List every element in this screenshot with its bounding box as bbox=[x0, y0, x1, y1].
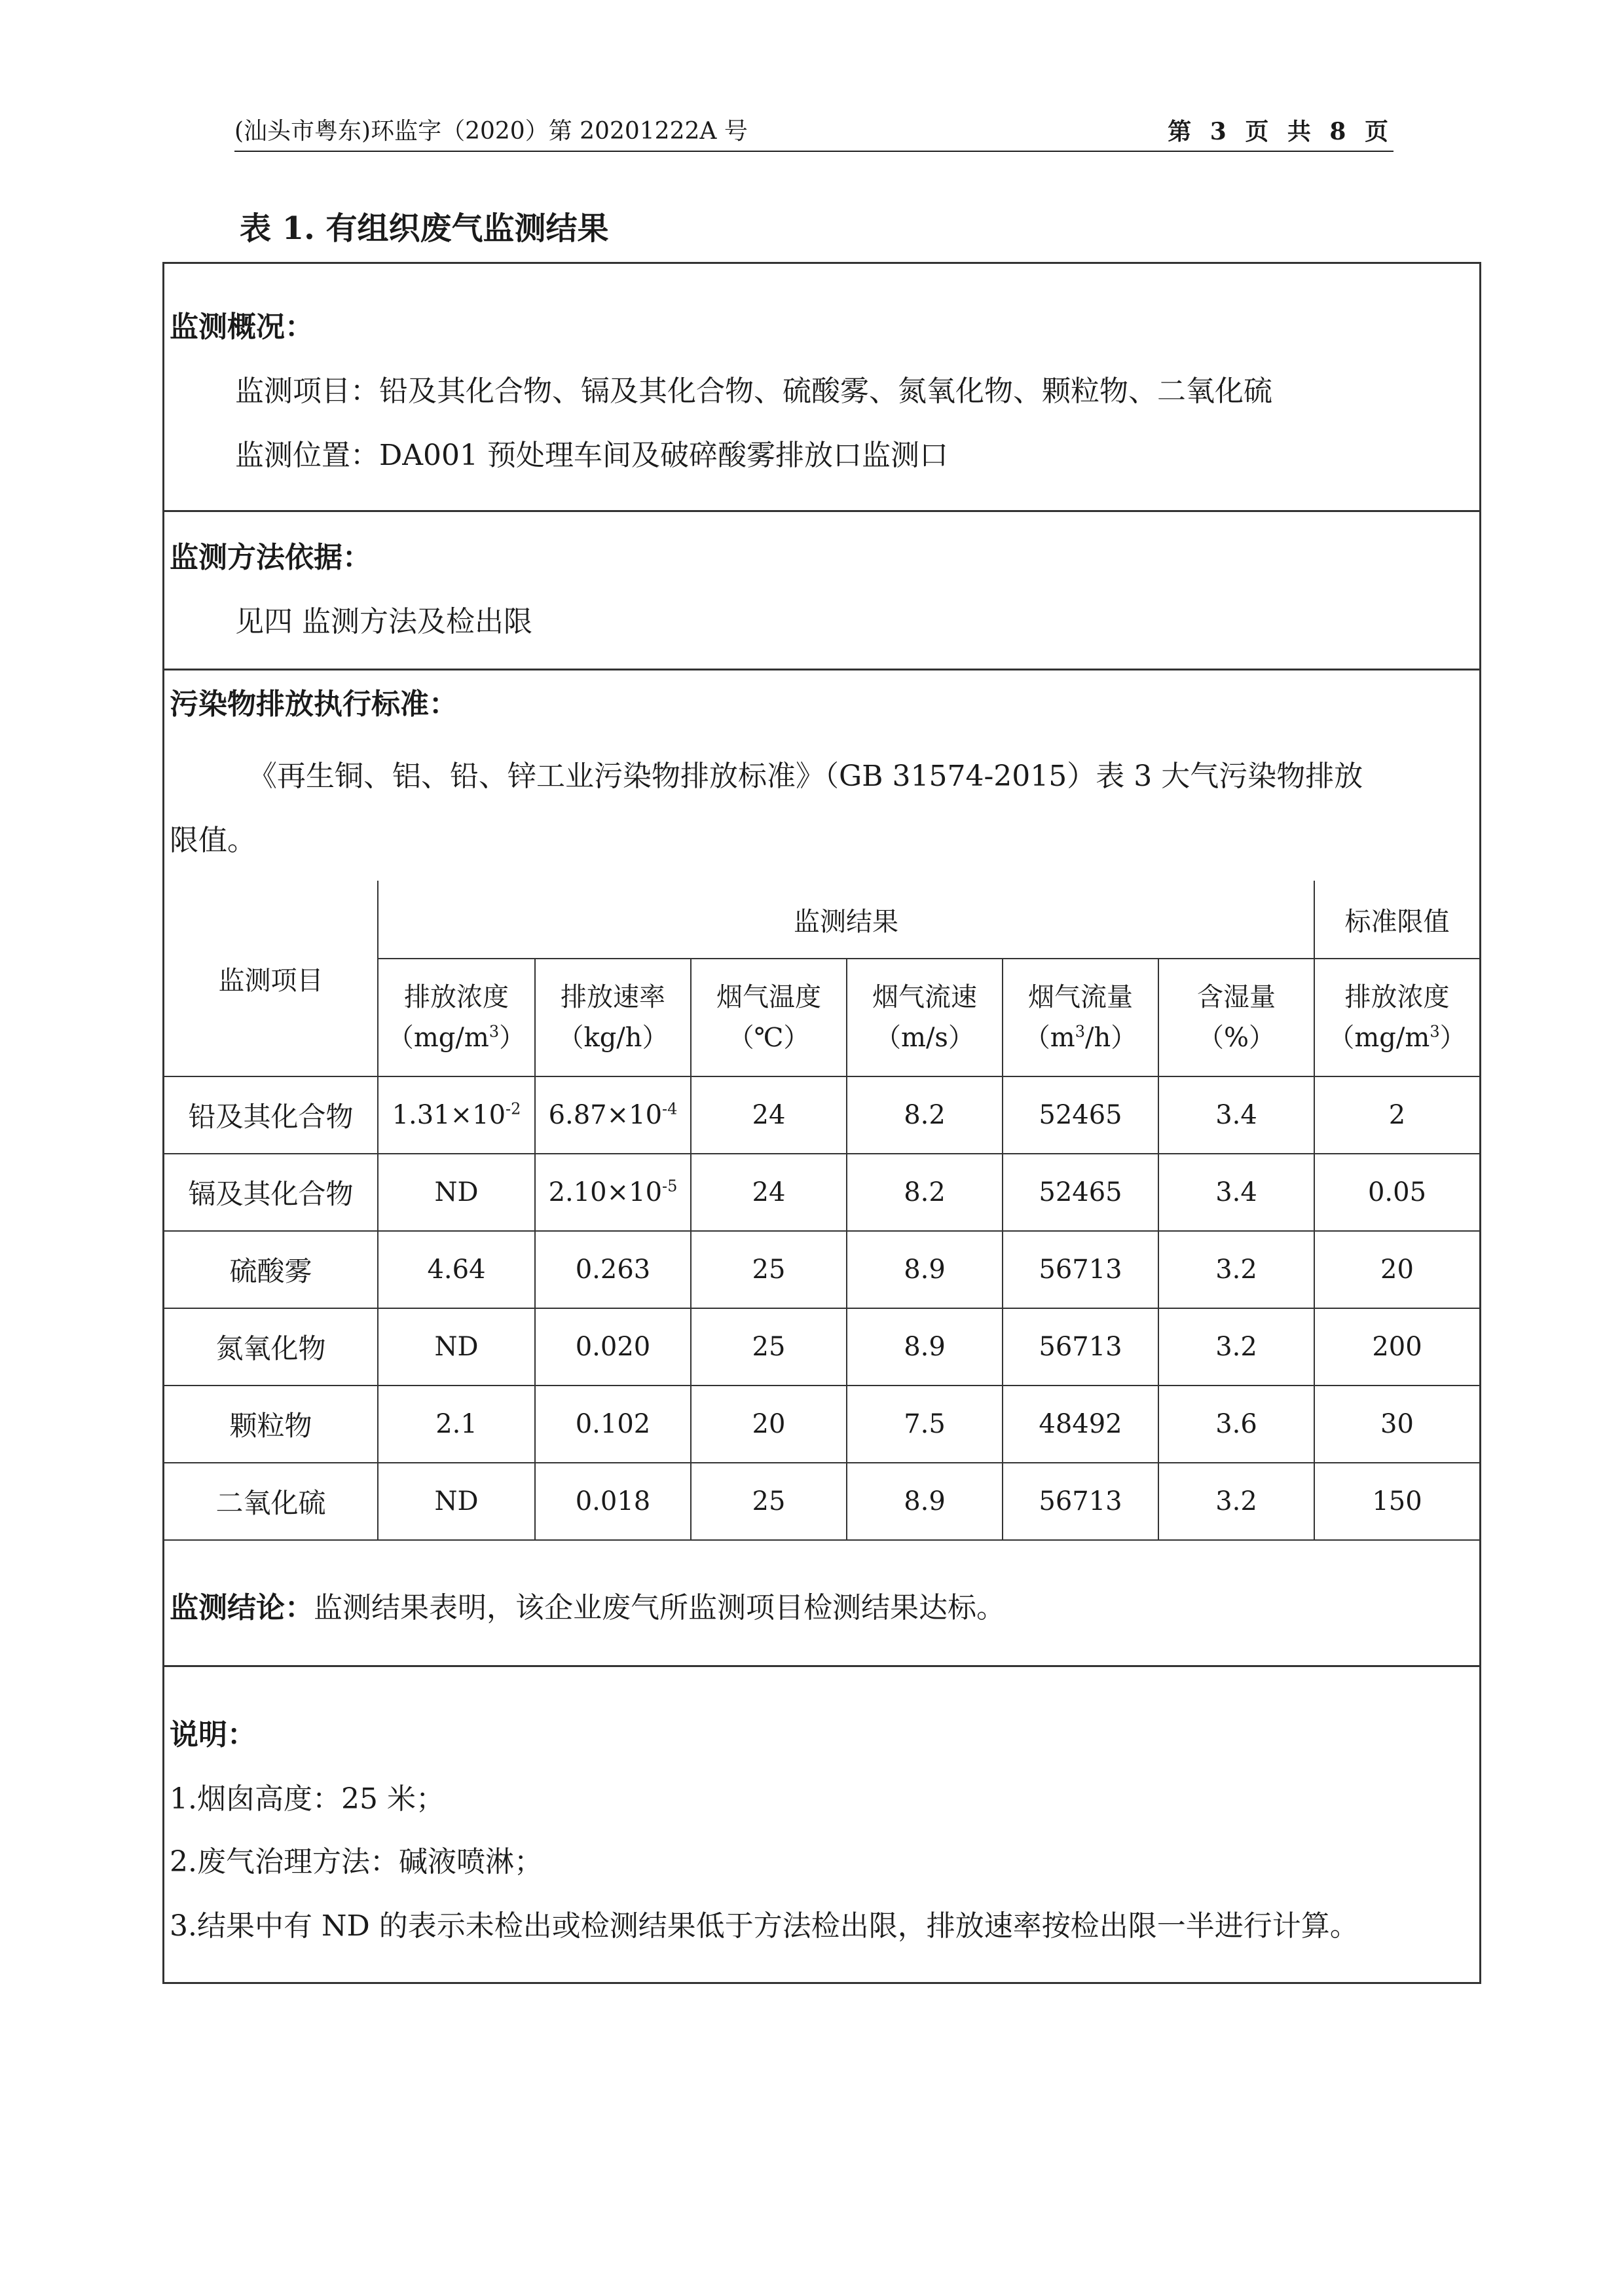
concentration-cell: 2.1 bbox=[378, 1386, 535, 1463]
column-unit: （℃） bbox=[728, 1023, 810, 1053]
column-header bbox=[535, 959, 691, 1076]
results-form bbox=[162, 262, 1481, 1984]
column-unit: （m/s） bbox=[875, 1023, 974, 1053]
overview-items: 监测项目：铅及其化合物、镉及其化合物、硫酸雾、氮氧化物、颗粒物、二氧化硫 bbox=[235, 375, 1272, 408]
temperature-cell: 25 bbox=[691, 1463, 847, 1540]
temperature-cell: 24 bbox=[691, 1076, 847, 1154]
overview-label: 监测概况： bbox=[170, 310, 314, 344]
item-cell: 二氧化硫 bbox=[164, 1463, 378, 1540]
method-label: 监测方法依据： bbox=[170, 541, 371, 574]
limit-cell: 0.05 bbox=[1314, 1154, 1479, 1231]
column-unit: （%） bbox=[1197, 1023, 1275, 1053]
result-header: 监测结果 bbox=[378, 881, 1314, 959]
table-row bbox=[164, 1308, 1479, 1386]
emission-rate-cell: 0.020 bbox=[535, 1308, 691, 1386]
column-unit: $(mg/m^3)$ bbox=[387, 1022, 526, 1053]
divider bbox=[164, 510, 1479, 512]
overview-location: 监测位置：DA001 预处理车间及破碎酸雾排放口监测口 bbox=[235, 439, 949, 472]
moisture-cell: 3.4 bbox=[1158, 1154, 1314, 1231]
temperature-cell: 24 bbox=[691, 1154, 847, 1231]
limit-cell: 150 bbox=[1314, 1463, 1479, 1540]
concentration-cell: ND bbox=[378, 1463, 535, 1540]
moisture-cell: 3.2 bbox=[1158, 1463, 1314, 1540]
divider bbox=[164, 1665, 1479, 1667]
item-cell: 颗粒物 bbox=[164, 1386, 378, 1463]
emission-rate-cell: 0.102 bbox=[535, 1386, 691, 1463]
velocity-cell: 8.2 bbox=[847, 1076, 1003, 1154]
column-header bbox=[1158, 959, 1314, 1076]
emission-rate-cell: $2.10\times 10^{-5}$ bbox=[535, 1154, 691, 1231]
temperature-cell: 25 bbox=[691, 1231, 847, 1308]
column-header bbox=[378, 959, 535, 1076]
flow-rate-cell: 56713 bbox=[1003, 1231, 1158, 1308]
velocity-cell: 8.9 bbox=[847, 1308, 1003, 1386]
column-header bbox=[1003, 959, 1158, 1076]
item-cell: 铅及其化合物 bbox=[164, 1076, 378, 1154]
limit-cell: 20 bbox=[1314, 1231, 1479, 1308]
moisture-cell: 3.2 bbox=[1158, 1308, 1314, 1386]
column-header bbox=[691, 959, 847, 1076]
limit-cell: 30 bbox=[1314, 1386, 1479, 1463]
note-1: 1.烟囱高度：25 米； bbox=[170, 1782, 445, 1816]
page-header bbox=[234, 113, 1393, 152]
column-name: 排放浓度 bbox=[404, 982, 509, 1012]
moisture-cell: 3.2 bbox=[1158, 1231, 1314, 1308]
velocity-cell: 7.5 bbox=[847, 1386, 1003, 1463]
standard-label: 污染物排放执行标准： bbox=[170, 688, 458, 721]
emission-rate-cell: 0.263 bbox=[535, 1231, 691, 1308]
flow-rate-cell: 56713 bbox=[1003, 1308, 1158, 1386]
column-name: 烟气流速 bbox=[872, 982, 977, 1012]
table-row bbox=[164, 1076, 1479, 1154]
column-name: 烟气温度 bbox=[716, 982, 821, 1012]
moisture-cell: 3.4 bbox=[1158, 1076, 1314, 1154]
flow-rate-cell: 48492 bbox=[1003, 1386, 1158, 1463]
velocity-cell: 8.2 bbox=[847, 1154, 1003, 1231]
velocity-cell: 8.9 bbox=[847, 1231, 1003, 1308]
column-header bbox=[847, 959, 1003, 1076]
flow-rate-cell: 52465 bbox=[1003, 1154, 1158, 1231]
conclusion-text: 监测结果表明，该企业废气所监测项目检测结果达标。 bbox=[314, 1591, 1005, 1625]
conclusion-title: 监测结论： bbox=[170, 1591, 314, 1625]
velocity-cell: 8.9 bbox=[847, 1463, 1003, 1540]
column-name: 含湿量 bbox=[1197, 982, 1276, 1012]
column-name: 烟气流量 bbox=[1028, 982, 1133, 1012]
table-row bbox=[164, 1231, 1479, 1308]
column-header bbox=[1314, 959, 1479, 1076]
table-caption: 表 1. 有组织废气监测结果 bbox=[240, 210, 609, 247]
concentration-cell: 4.64 bbox=[378, 1231, 535, 1308]
table-row bbox=[164, 1154, 1479, 1231]
column-name: 排放浓度 bbox=[1344, 982, 1450, 1012]
emission-rate-cell: 0.018 bbox=[535, 1463, 691, 1540]
temperature-cell: 25 bbox=[691, 1308, 847, 1386]
concentration-cell: ND bbox=[378, 1154, 535, 1231]
column-unit: $(mg/m^3)$ bbox=[1328, 1022, 1466, 1053]
standard-line-2: 限值。 bbox=[170, 824, 256, 857]
limit-cell: 2 bbox=[1314, 1076, 1479, 1154]
column-unit: （kg/h） bbox=[557, 1023, 669, 1053]
item-header: 监测项目 bbox=[164, 881, 378, 1076]
item-cell: 镉及其化合物 bbox=[164, 1154, 378, 1231]
item-cell: 硫酸雾 bbox=[164, 1231, 378, 1308]
flow-rate-cell: 52465 bbox=[1003, 1076, 1158, 1154]
table-row bbox=[164, 1463, 1479, 1540]
standard-line-1: 《再生铜、铝、铅、锌工业污染物排放标准》（GB 31574-2015）表 3 大气污染物排放 bbox=[248, 760, 1363, 793]
limit-cell: 200 bbox=[1314, 1308, 1479, 1386]
conclusion-label bbox=[170, 1584, 1005, 1626]
column-name: 排放速率 bbox=[561, 982, 665, 1012]
moisture-cell: 3.6 bbox=[1158, 1386, 1314, 1463]
flow-rate-cell: 56713 bbox=[1003, 1463, 1158, 1540]
item-cell: 氮氧化物 bbox=[164, 1308, 378, 1386]
method-text: 见四 监测方法及检出限 bbox=[235, 605, 532, 638]
notes-label: 说明： bbox=[170, 1718, 256, 1752]
temperature-cell: 20 bbox=[691, 1386, 847, 1463]
concentration-cell: $1.31\times 10^{-2}$ bbox=[378, 1076, 535, 1154]
page-number: 第 3 页 共 8 页 bbox=[1168, 118, 1393, 145]
note-3: 3.结果中有 ND 的表示未检出或检测结果低于方法检出限，排放速率按检出限一半进行计算。 bbox=[170, 1909, 1359, 1943]
report-number: (汕头市粤东)环监字（2020）第 20201222A 号 bbox=[234, 118, 748, 145]
concentration-cell: ND bbox=[378, 1308, 535, 1386]
emission-rate-cell: $6.87\times 10^{-4}$ bbox=[535, 1076, 691, 1154]
divider bbox=[164, 669, 1479, 670]
note-2: 2.废气治理方法：碱液喷淋； bbox=[170, 1845, 543, 1879]
table-row bbox=[164, 1386, 1479, 1463]
results-table bbox=[164, 881, 1479, 1541]
column-unit: $(m^3/h)$ bbox=[1024, 1022, 1137, 1053]
limit-header: 标准限值 bbox=[1314, 881, 1479, 959]
